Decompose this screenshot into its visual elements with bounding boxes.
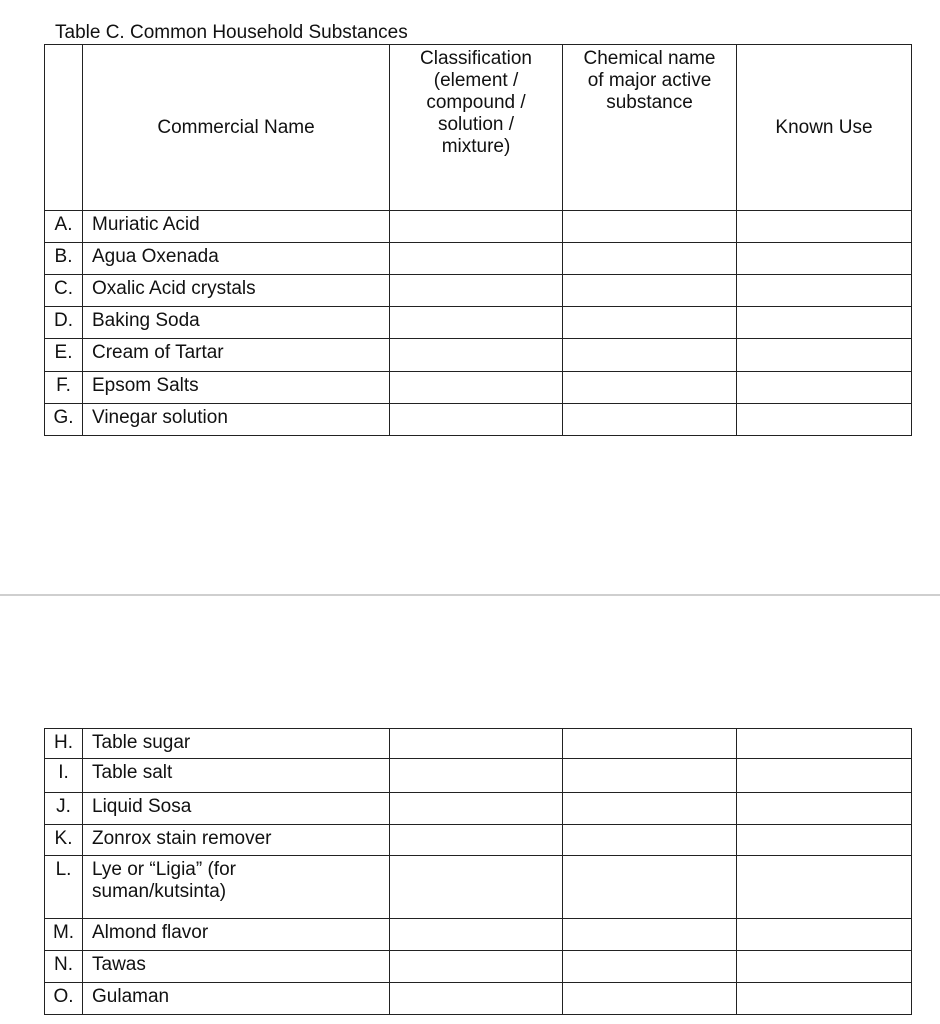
classification-cell[interactable] — [390, 307, 563, 339]
table-row — [45, 759, 912, 793]
page-separator — [0, 594, 940, 596]
row-letter: D. — [45, 307, 83, 339]
chemical-name-cell[interactable] — [563, 211, 737, 243]
row-commercial-name: Lye or “Ligia” (for suman/kutsinta) — [83, 856, 390, 919]
row-letter: J. — [45, 793, 83, 825]
row-commercial-name: Cream of Tartar — [83, 339, 390, 372]
chemical-name-cell[interactable] — [563, 307, 737, 339]
row-commercial-name: Liquid Sosa — [83, 793, 390, 825]
row-letter: K. — [45, 825, 83, 856]
row-letter: A. — [45, 211, 83, 243]
chemical-name-cell[interactable] — [563, 793, 737, 825]
table-row — [45, 951, 912, 983]
row-commercial-name: Zonrox stain remover — [83, 825, 390, 856]
known-use-cell[interactable] — [737, 339, 912, 372]
classification-cell[interactable] — [390, 919, 563, 951]
known-use-cell[interactable] — [737, 307, 912, 339]
row-commercial-name: Table sugar — [83, 729, 390, 759]
row-commercial-name: Baking Soda — [83, 307, 390, 339]
row-commercial-name: Table salt — [83, 759, 390, 793]
row-commercial-name: Vinegar solution — [83, 404, 390, 436]
row-letter: L. — [45, 856, 83, 919]
chemical-name-cell[interactable] — [563, 919, 737, 951]
chemical-name-cell[interactable] — [563, 951, 737, 983]
table-row — [45, 243, 912, 275]
row-commercial-name: Gulaman — [83, 983, 390, 1015]
known-use-cell[interactable] — [737, 372, 912, 404]
row-commercial-name: Almond flavor — [83, 919, 390, 951]
row-letter: N. — [45, 951, 83, 983]
table-row — [45, 793, 912, 825]
row-letter: E. — [45, 339, 83, 372]
table-row — [45, 404, 912, 436]
known-use-cell[interactable] — [737, 951, 912, 983]
chemical-name-cell[interactable] — [563, 275, 737, 307]
substances-table-1 — [44, 44, 912, 436]
chemical-name-cell[interactable] — [563, 825, 737, 856]
classification-cell[interactable] — [390, 793, 563, 825]
table-row — [45, 825, 912, 856]
chemical-name-cell[interactable] — [563, 243, 737, 275]
row-letter: O. — [45, 983, 83, 1015]
chemical-name-cell[interactable] — [563, 372, 737, 404]
header-commercial-name: Commercial Name — [83, 45, 390, 211]
header-chemical-name: Chemical name of major active substance — [563, 45, 737, 211]
table-row — [45, 983, 912, 1015]
header-row — [45, 45, 912, 211]
known-use-cell[interactable] — [737, 856, 912, 919]
classification-cell[interactable] — [390, 951, 563, 983]
classification-cell[interactable] — [390, 243, 563, 275]
known-use-cell[interactable] — [737, 825, 912, 856]
chemical-name-cell[interactable] — [563, 729, 737, 759]
row-letter: M. — [45, 919, 83, 951]
known-use-cell[interactable] — [737, 759, 912, 793]
row-letter: B. — [45, 243, 83, 275]
header-known-use: Known Use — [737, 45, 912, 211]
classification-cell[interactable] — [390, 275, 563, 307]
table-row — [45, 339, 912, 372]
row-commercial-name: Epsom Salts — [83, 372, 390, 404]
chemical-name-cell[interactable] — [563, 339, 737, 372]
known-use-cell[interactable] — [737, 793, 912, 825]
classification-cell[interactable] — [390, 211, 563, 243]
row-commercial-name: Muriatic Acid — [83, 211, 390, 243]
header-letter-cell — [45, 45, 83, 211]
known-use-cell[interactable] — [737, 404, 912, 436]
table-row — [45, 211, 912, 243]
row-letter: H. — [45, 729, 83, 759]
row-letter: I. — [45, 759, 83, 793]
known-use-cell[interactable] — [737, 919, 912, 951]
substances-table-2 — [44, 728, 912, 1015]
chemical-name-cell[interactable] — [563, 759, 737, 793]
row-commercial-name: Agua Oxenada — [83, 243, 390, 275]
chemical-name-cell[interactable] — [563, 404, 737, 436]
header-classification: Classification (element / compound / solution / mixture) — [390, 45, 563, 211]
classification-cell[interactable] — [390, 759, 563, 793]
table-row — [45, 919, 912, 951]
classification-cell[interactable] — [390, 856, 563, 919]
row-commercial-name: Oxalic Acid crystals — [83, 275, 390, 307]
classification-cell[interactable] — [390, 825, 563, 856]
table-row — [45, 275, 912, 307]
classification-cell[interactable] — [390, 404, 563, 436]
row-letter: G. — [45, 404, 83, 436]
row-letter: C. — [45, 275, 83, 307]
classification-cell[interactable] — [390, 372, 563, 404]
classification-cell[interactable] — [390, 339, 563, 372]
table-row — [45, 307, 912, 339]
table-title: Table C. Common Household Substances — [55, 22, 408, 43]
table-row — [45, 372, 912, 404]
classification-cell[interactable] — [390, 983, 563, 1015]
known-use-cell[interactable] — [737, 729, 912, 759]
row-letter: F. — [45, 372, 83, 404]
chemical-name-cell[interactable] — [563, 983, 737, 1015]
row-commercial-name: Tawas — [83, 951, 390, 983]
known-use-cell[interactable] — [737, 983, 912, 1015]
table-row — [45, 856, 912, 919]
table-row — [45, 729, 912, 759]
known-use-cell[interactable] — [737, 275, 912, 307]
classification-cell[interactable] — [390, 729, 563, 759]
known-use-cell[interactable] — [737, 243, 912, 275]
known-use-cell[interactable] — [737, 211, 912, 243]
chemical-name-cell[interactable] — [563, 856, 737, 919]
